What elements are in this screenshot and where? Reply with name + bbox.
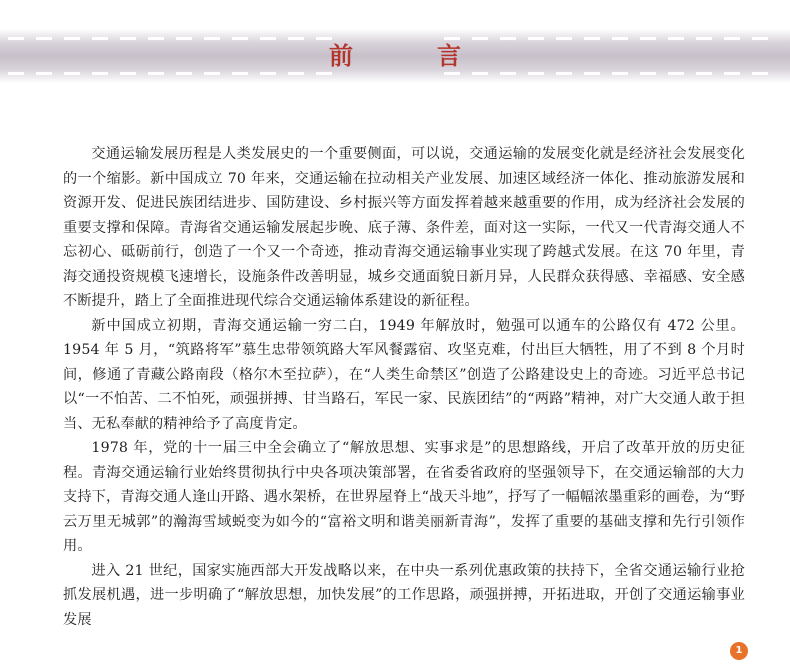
paragraph-4: 进入 21 世纪，国家实施西部大开发战略以来，在中央一系列优惠政策的扶持下，全省交通运输行业抢抓发展机遇，进一步明确了“解放思想，加快发展”的工作思路，顽强拼搏，开拓进取，开创了交通运输事业发展 — [63, 562, 745, 628]
header-banner — [0, 25, 790, 87]
paragraph-2: 新中国成立初期，青海交通运输一穷二白，1949 年解放时，勉强可以通车的公路仅有 472 公里。1954 年 5 月，“筑路将军”慕生忠带领筑路大军风餐露宿、攻坚克难，付出巨大牺牲，用了不到 8 个月时间，修通了青藏公路南段（格尔木至拉萨），在“人类生命禁区”创造了公路建设史上的奇迹。习近平总书记以“一不怕苦、二不怕死，顽强拼搏、甘当路石，军民一家、民族团结”的“两路”精神，对广大交通人敢于担当、无私奉献的精神给予了高度肯定。 — [63, 317, 745, 432]
paragraph-3: 1978 年，党的十一届三中全会确立了“解放思想、实事求是”的思想路线，开启了改革开放的历史征程。青海交通运输行业始终贯彻执行中央各项决策部署，在省委省政府的坚强领导下，在交通运输部的大力支持下，青海交通人逢山开路、遇水架桥，在世界屋脊上“战天斗地”，抒写了一幅幅浓墨重彩的画卷，为“野云万里无城郭”的瀚海雪域蜕变为如今的“富裕文明和谐美丽新青海”，发挥了重要的基础支撑和先行引领作用。 — [63, 440, 745, 554]
preface-body — [63, 142, 745, 632]
page-title: 前 言 — [329, 41, 491, 70]
page-number-badge: 1 — [730, 642, 748, 660]
paragraph-1: 交通运输发展历程是人类发展史的一个重要侧面，可以说，交通运输的发展变化就是经济社会发展变化的一个缩影。新中国成立 70 年来，交通运输在拉动相关产业发展、加速区域经济一体化、推动旅游发展和资源开发、促进民族团结进步、国防建设、乡村振兴等方面发挥着越来越重要的作用，成为经济社会发展的重要支撑和保障。青海省交通运输发展起步晚、底子薄、条件差，面对这一实际，一代又一代青海交通人不忘初心、砥砺前行，创造了一个又一个奇迹，推动青海交通运输事业实现了跨越式发展。在这 70 年里，青海交通投资规模飞速增长，设施条件改善明显，城乡交通面貌日新月异，人民群众获得感、幸福感、安全感不断提升，踏上了全面推进现代综合交通运输体系建设的新征程。 — [63, 146, 745, 309]
